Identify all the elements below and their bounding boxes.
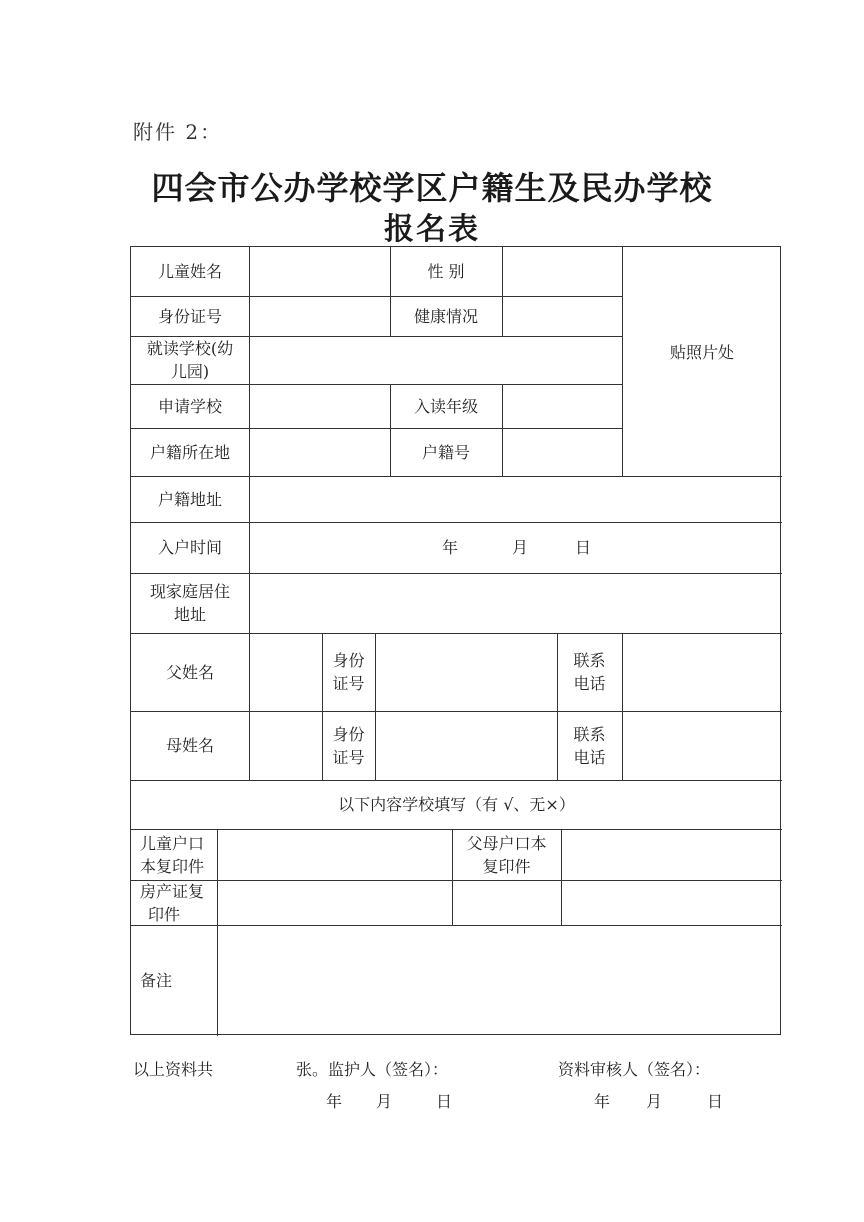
father-name-label: 父姓名 [165,662,214,682]
father-id-label [322,633,375,711]
child-name-field[interactable] [250,247,390,296]
hukou-address-label: 户籍地址 [157,489,222,509]
reviewer-date-year: 年 [594,1092,611,1111]
guardian-date-month: 月 [376,1092,393,1111]
form-title-line-1: 四会市公办学校学区户籍生及民办学校 [151,169,713,207]
property-copy-label-line-1: 房产证复 [140,881,205,901]
father-phone-label-line-1: 联系 [573,651,606,670]
reviewer-date-day: 日 [707,1092,724,1111]
applied-school-label: 申请学校 [157,396,222,416]
materials-total-label: 以上资料共 [133,1060,214,1079]
parent-hukou-copy-label-line-2: 复印件 [482,856,531,876]
registration-form-table [130,246,781,1035]
mother-phone-label-line-1: 联系 [573,724,606,744]
father-phone-label-line-2: 电话 [573,674,606,693]
gender-field[interactable] [503,247,622,296]
hukou-location-field[interactable] [250,428,390,476]
guardian-signature-label: 张。监护人（签名）： [296,1060,449,1079]
current-school-label [131,336,249,384]
mother-phone-label-line-2: 电话 [573,747,606,767]
guardian-date-day: 日 [436,1092,453,1111]
father-phone-label [557,633,622,711]
grade-label: 入读年级 [413,396,478,416]
residency-date-field[interactable] [250,522,782,573]
parent-hukou-copy-label-line-1: 父母户口本 [466,833,547,853]
child-hukou-copy-label [131,829,217,880]
property-copy-field-3[interactable] [562,880,782,925]
home-address-label-line-2: 地址 [173,605,206,624]
property-copy-field[interactable] [218,880,452,925]
home-address-label-line-1: 现家庭居住 [149,582,230,601]
father-name-field[interactable] [250,633,322,711]
home-address-field[interactable] [250,573,782,633]
child-hukou-copy-label-line-2: 本复印件 [140,856,205,876]
school-section-header: 以下内容学校填写（有 √、无×） [338,795,575,814]
residency-day: 日 [575,538,592,557]
hukou-number-label: 户籍号 [421,442,470,462]
child-hukou-copy-label-line-1: 儿童户口 [140,833,205,853]
photo-label: 贴照片处 [669,343,734,362]
parent-hukou-copy-label [452,829,561,880]
reviewer-signature-label: 资料审核人（签名）： [558,1060,711,1079]
home-address-label [131,573,249,633]
id-number-field[interactable] [250,296,390,336]
property-copy-field-2[interactable] [453,880,561,925]
id-number-label: 身份证号 [157,306,222,326]
health-field[interactable] [503,296,622,336]
father-id-label-line-1: 身份 [332,651,365,670]
mother-id-label-line-1: 身份 [332,724,365,744]
mother-id-label-line-2: 证号 [332,747,365,767]
property-copy-label [131,880,217,925]
grade-field[interactable] [503,384,622,428]
attachment-label: 附件 2： [133,120,223,144]
applied-school-field[interactable] [250,384,390,428]
gender-label: 性 别 [427,262,465,281]
child-name-label: 儿童姓名 [157,262,222,281]
reviewer-date-month: 月 [646,1092,663,1111]
child-hukou-copy-field[interactable] [218,829,452,880]
guardian-date-year: 年 [326,1092,343,1111]
residency-month: 月 [512,538,529,557]
hukou-location-label: 户籍所在地 [149,442,230,462]
mother-phone-field[interactable] [623,711,782,780]
form-title-line-2: 报名表 [384,212,480,247]
current-school-field[interactable] [250,336,622,384]
father-phone-field[interactable] [623,633,782,711]
remarks-label: 备注 [140,971,173,990]
parent-hukou-copy-field[interactable] [562,829,782,880]
current-school-label-line-1: 就读学校(幼 [146,339,234,358]
hukou-number-field[interactable] [503,428,622,476]
property-copy-label-line-2: 印件 [148,904,181,924]
father-id-field[interactable] [376,633,557,711]
current-school-label-line-2: 儿园) [170,362,210,381]
remarks-field[interactable] [218,925,782,1036]
father-id-label-line-2: 证号 [332,674,365,693]
health-label: 健康情况 [413,306,478,326]
photo-area[interactable] [622,247,782,476]
mother-id-field[interactable] [376,711,557,780]
mother-name-label: 母姓名 [165,736,214,755]
mother-name-field[interactable] [250,711,322,780]
residency-date-label: 入户时间 [157,538,222,557]
mother-id-label [322,711,375,780]
residency-year: 年 [442,538,459,557]
mother-phone-label [557,711,622,780]
hukou-address-field[interactable] [250,476,782,522]
